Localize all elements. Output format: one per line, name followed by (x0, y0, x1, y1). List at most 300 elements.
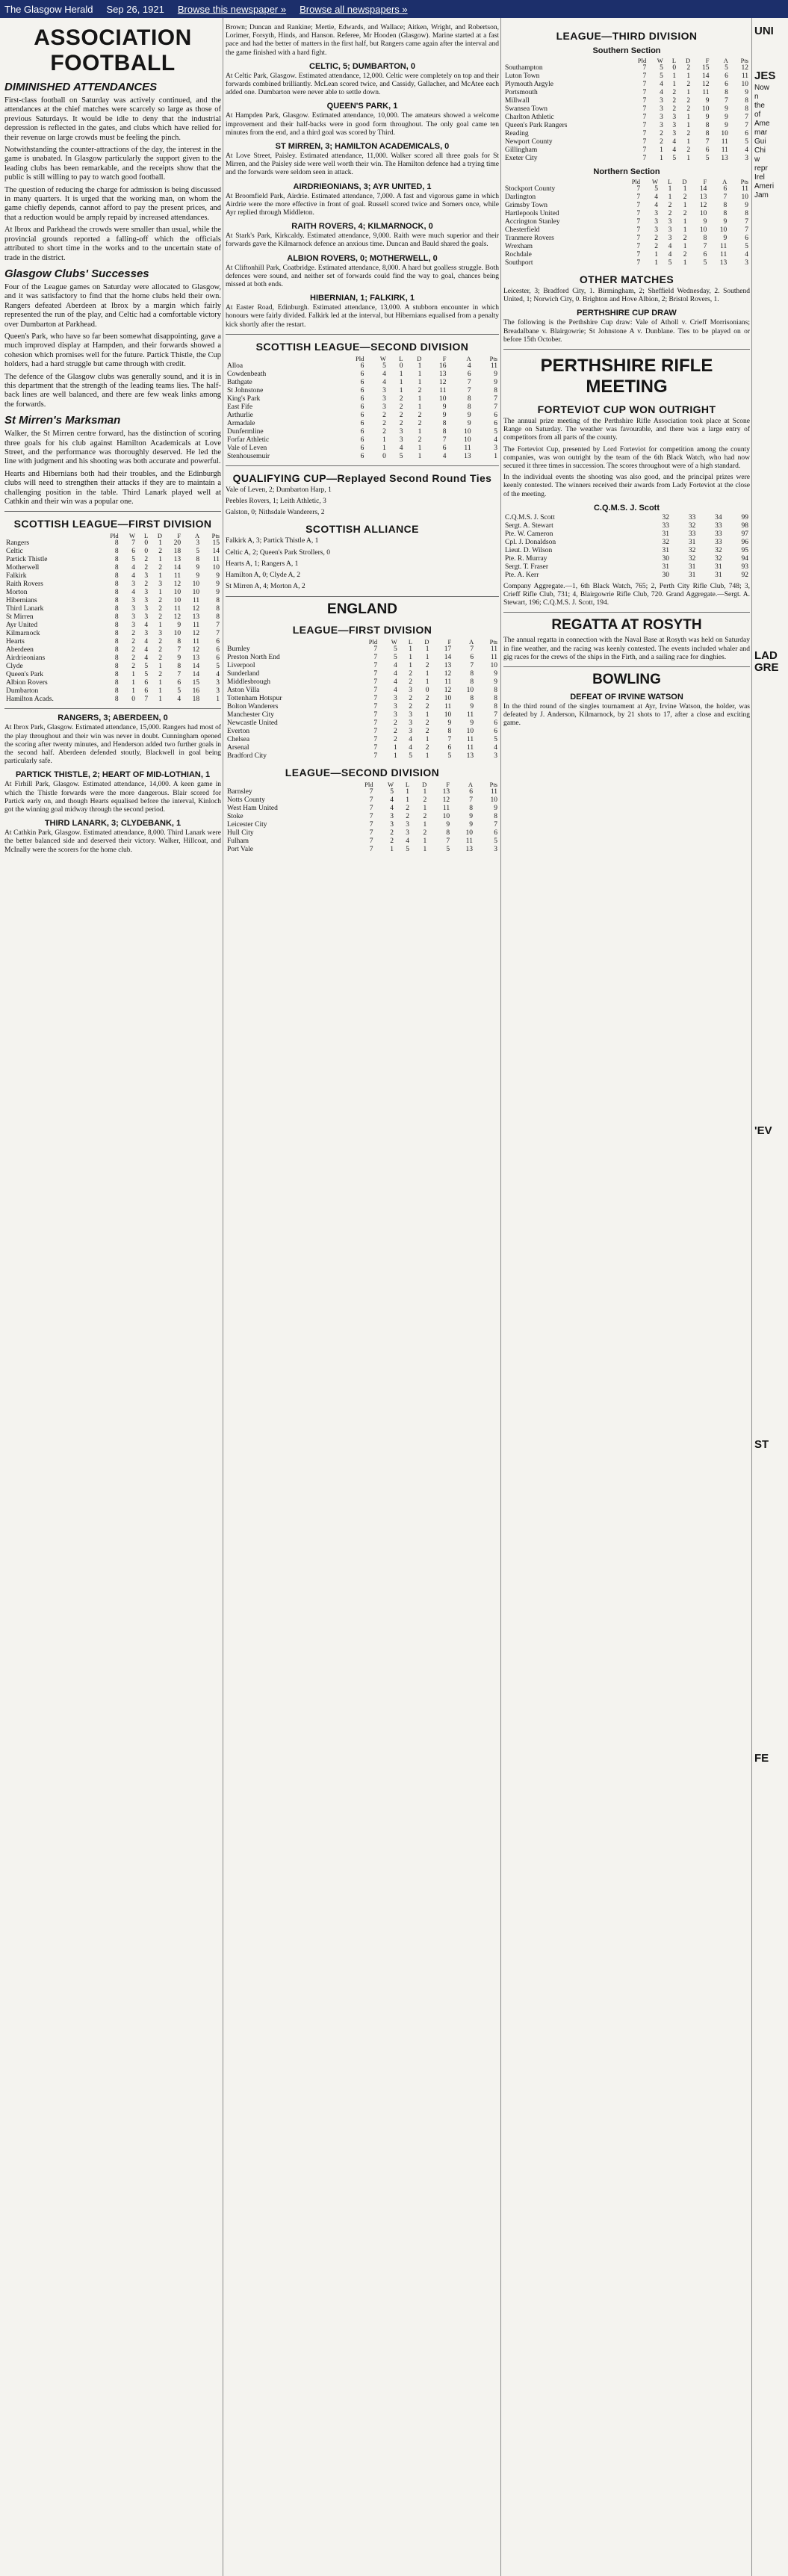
table-cell: 7 (470, 645, 474, 653)
table-row (226, 796, 499, 805)
table-row (226, 788, 499, 796)
table-cell: 13 (464, 452, 471, 460)
table-cell: 2 (423, 796, 427, 804)
table-cell: 32 (662, 538, 669, 546)
table-cell: Chesterfield (505, 226, 540, 234)
table-cell: 7 (373, 702, 378, 710)
match-report: At Easter Road, Edinburgh. Estimated attendance, 13,000. A stubborn encounter in which honours were fairly divided. Falkirk led at the interval, but Hibernians equalised from a penalty kick shortly after the restart. (226, 304, 499, 329)
table-cell: 9 (725, 105, 728, 113)
table-cell: 98 (741, 521, 748, 530)
column-header: A (722, 178, 727, 185)
table-cell: 2 (158, 597, 162, 605)
table-cell: 10 (464, 436, 471, 444)
table-cell: 1 (683, 243, 687, 250)
column-header: W (657, 57, 663, 64)
table-cell: 10 (173, 630, 182, 638)
table-cell: 8 (745, 210, 748, 217)
table-cell: 3 (668, 235, 672, 242)
table-cell: 0 (425, 686, 429, 694)
column-header (503, 178, 619, 185)
table-cell: 9 (725, 114, 728, 121)
league-table (503, 178, 750, 267)
table-cell: 2 (418, 411, 422, 419)
table-cell: 6 (494, 411, 497, 419)
table-cell: 8 (494, 694, 497, 702)
table-cell: 4 (393, 661, 397, 669)
table-cell: 13 (192, 654, 200, 663)
table-cell: 10 (466, 686, 474, 694)
table-cell: 6 (442, 444, 447, 452)
table-cell: 2 (654, 235, 659, 242)
table-cell: 13 (442, 787, 450, 796)
column-header: W (391, 637, 397, 645)
column-header: F (703, 178, 707, 185)
table-cell: 94 (741, 554, 748, 563)
table-cell: 7 (373, 653, 378, 661)
subheading: DEFEAT OF IRVINE WATSON (570, 693, 683, 702)
table-row (503, 563, 750, 572)
table-cell: 3 (393, 702, 397, 710)
section-heading: ENGLAND (327, 601, 397, 617)
table-cell: 7 (642, 64, 647, 72)
table-header-row (503, 57, 750, 64)
table-cell: 1 (683, 202, 687, 209)
scores-heading: C.Q.M.S. J. Scott (593, 503, 660, 513)
table-row (503, 64, 750, 72)
table-cell: 1 (158, 556, 162, 564)
table-cell: 13 (699, 193, 707, 201)
table-cell: 3 (654, 226, 659, 234)
table-cell: 32 (715, 546, 722, 554)
table-cell: 10 (442, 812, 450, 820)
cropped-fragment: FE (754, 1752, 769, 1765)
table-row (4, 605, 221, 613)
table-cell: 11 (173, 605, 182, 613)
table-cell: 2 (158, 654, 162, 663)
table-cell: Millwall (505, 97, 530, 105)
table-cell: 1 (158, 622, 162, 630)
table-cell: 92 (741, 571, 748, 579)
table-cell: 9 (467, 411, 471, 419)
result-line: Vale of Leven, 2; Dumbarton Harp, 1 (226, 486, 332, 494)
table-cell: 7 (705, 138, 710, 146)
table-cell: 4 (393, 686, 397, 694)
table-cell: 1 (382, 436, 386, 444)
article-paragraph: In the individual events the shooting was also good, and the principal prizes were keenly contested. The winners received their awards from Lady Forteviot at the close of the meeting. (503, 474, 750, 498)
table-cell: 7 (177, 671, 182, 679)
table-cell: 8 (114, 654, 119, 663)
table-cell: 1 (409, 653, 413, 661)
table-cell: 1 (418, 394, 422, 403)
table-cell: 3 (660, 97, 663, 105)
table-cell: 9 (705, 97, 710, 105)
table-row (226, 837, 499, 846)
table-row (4, 696, 221, 704)
table-cell: 2 (399, 411, 403, 419)
table-cell: 33 (715, 538, 722, 546)
divider (503, 612, 750, 613)
table-row (503, 138, 750, 146)
table-cell: Barnsley (227, 787, 252, 796)
table-cell: 8 (705, 130, 710, 137)
table-cell: Stockport County (505, 185, 556, 193)
table-row (226, 654, 499, 662)
table-cell: 9 (467, 419, 471, 427)
table-cell: 31 (688, 571, 696, 579)
table-cell: 10 (719, 226, 727, 234)
table-cell: 2 (158, 548, 162, 556)
table-cell: 7 (467, 378, 471, 386)
table-cell: Wrexham (505, 243, 533, 250)
table-cell: 2 (390, 837, 394, 845)
table-cell: 31 (662, 563, 669, 571)
table-cell: 3 (144, 630, 149, 638)
table-cell: 2 (382, 411, 386, 419)
table-row (4, 539, 221, 548)
table-cell: 7 (369, 837, 373, 845)
table-row (4, 572, 221, 580)
table-cell: Newport County (505, 138, 553, 146)
table-row (4, 548, 221, 556)
table-cell: 10 (465, 829, 473, 837)
article-paragraph: Brown; Duncan and Rankine; Mertie, Edwards, and Wallace; Aitken, Wright, and Robertson, Lorimer, Forsyth, Hinds, and Hanson. Referee, Mr Hooden (Glasgow). Marine started at a fast pace and had the better of matters in the first half, but Rangers came again after the interval and the game finished with a hard fight. (226, 24, 499, 57)
table-cell: 12 (699, 202, 707, 209)
table-cell: 3 (382, 403, 386, 411)
table-cell: 3 (654, 210, 659, 217)
table-cell: Stoke (227, 812, 243, 820)
table-cell: 8 (494, 386, 497, 394)
table-cell: 1 (158, 539, 162, 548)
table-cell: 5 (654, 185, 659, 193)
cropped-fragment: repr (754, 164, 768, 173)
column-header (226, 781, 348, 788)
column-header: Pts (489, 354, 497, 362)
table-cell: 12 (442, 796, 450, 804)
table-cell: Fulham (227, 837, 249, 845)
table-cell: 17 (444, 645, 452, 653)
table-cell: 6 (360, 436, 364, 444)
table-row (226, 403, 499, 412)
table-cell: 11 (490, 653, 497, 661)
table-cell: 3 (382, 394, 386, 403)
subheading: Glasgow Clubs' Successes (4, 267, 149, 280)
table-cell: 11 (466, 710, 474, 719)
table-row (503, 105, 750, 114)
table-cell: 4 (745, 251, 748, 258)
table-cell: 33 (715, 530, 722, 538)
table-cell: 7 (636, 210, 641, 217)
table-cell: 2 (158, 646, 162, 654)
table-cell: 7 (745, 122, 748, 129)
cropped-fragment: 'EV (754, 1124, 772, 1137)
table-cell: 1 (668, 185, 672, 193)
article-paragraph: First-class football on Saturday was actively continued, and the attendances at the chief matches were scarcely so large as those of previous Saturdays. It would be idle to deny that the industrial depression is reflected in the gates, and clubs which have relied for their revenue on large crowds must be feeling the pinch. (4, 96, 221, 142)
table-row (226, 362, 499, 371)
table-cell: 5 (660, 64, 663, 72)
table-cell: 7 (447, 735, 452, 743)
table-cell: 8 (467, 394, 471, 403)
table-cell: 31 (715, 563, 722, 571)
table-cell: 0 (382, 452, 386, 460)
table-cell: 9 (470, 702, 474, 710)
table-cell: 14 (699, 185, 707, 193)
table-cell: 9 (745, 202, 748, 209)
cropped-fragment: n (754, 93, 759, 101)
table-cell: 10 (699, 226, 707, 234)
article-paragraph: The annual prize meeting of the Perthshire Rifle Association took place at Scone Range on Saturday. The weather was favourable, and there was a large entry of competitors from all parts of the county. (503, 418, 750, 442)
table-cell: 2 (144, 556, 149, 564)
divider (226, 596, 499, 597)
table-cell: 2 (686, 64, 691, 72)
table-cell: 3 (406, 829, 410, 837)
table-cell: 4 (494, 743, 497, 752)
table-row (4, 654, 221, 663)
table-cell: 20 (173, 539, 182, 548)
table-cell: 95 (741, 546, 748, 554)
table-cell: 7 (725, 97, 728, 105)
table-row (503, 72, 750, 81)
table-cell: 4 (668, 251, 672, 258)
table-cell: 3 (672, 122, 677, 129)
section-masthead: ASSOCIATION FOOTBALL (34, 25, 192, 75)
table-cell: 7 (642, 155, 647, 162)
table-cell: 1 (399, 370, 403, 378)
table-cell: 1 (418, 362, 422, 370)
column-header: A (466, 354, 471, 362)
table-cell: 2 (425, 727, 429, 735)
table-cell: 7 (373, 686, 378, 694)
table-cell: 3 (390, 820, 394, 829)
table-cell: 7 (216, 630, 220, 638)
table-cell: 6 (144, 679, 149, 687)
cropped-fragment: Now (754, 84, 770, 92)
table-cell: 5 (409, 752, 413, 760)
column-header: L (399, 354, 403, 362)
table-row (226, 805, 499, 813)
table-cell: 8 (705, 122, 710, 129)
table-cell: 14 (192, 671, 200, 679)
table-cell: 18 (192, 696, 200, 704)
table-row (4, 630, 221, 638)
match-report: At Ibrox Park, Glasgow. Estimated attendance, 15,000. Rangers had most of the play throughout and their win was never in doubt. Cunningham opened the scoring after twenty minutes, and Henderson added two further goals in the second half. Aberdeen defended stoutly, Blackwell in goal being particularly safe. (4, 724, 221, 766)
table-cell: 7 (636, 226, 641, 234)
newspaper-page[interactable] (0, 18, 788, 2576)
table-cell: Port Vale (227, 845, 253, 853)
table-cell: 2 (683, 210, 687, 217)
table-cell: 9 (469, 820, 473, 829)
table-cell: 1 (425, 645, 429, 653)
table-cell: 10 (173, 597, 182, 605)
table-cell: 9 (494, 378, 497, 386)
table-cell: 1 (423, 845, 427, 853)
table-cell: 4 (467, 362, 471, 370)
table-cell: 9 (177, 622, 182, 630)
table-cell: 31 (715, 571, 722, 579)
table-cell: 6 (745, 235, 748, 242)
table-cell: 7 (369, 804, 373, 812)
table-cell: 1 (418, 403, 422, 411)
table-cell: 7 (636, 202, 641, 209)
table-cell: Vale of Leven (227, 444, 267, 452)
table-cell: Darlington (505, 193, 536, 201)
table-cell: 2 (131, 646, 136, 654)
table-cell: Preston North End (227, 653, 280, 661)
result-line: Falkirk A, 3; Partick Thistle A, 1 (226, 537, 319, 545)
article-paragraph: In the third round of the singles tournament at Ayr, Irvine Watson, the holder, was defeated by J. Anderson, Kilmarnock, by 21 shots to 17, after a close and exciting game. (503, 703, 750, 728)
table-cell: 13 (466, 752, 474, 760)
table-row (226, 829, 499, 837)
column-header: D (157, 532, 162, 540)
table-cell: 1 (131, 679, 136, 687)
table-cell: 6 (705, 146, 710, 154)
table-row (226, 445, 499, 453)
table-row (503, 235, 750, 243)
table-cell: 12 (192, 646, 200, 654)
table-cell: 32 (688, 521, 696, 530)
table-cell: 6 (447, 743, 452, 752)
table-cell: 6 (360, 419, 364, 427)
table-row (4, 687, 221, 696)
league-table (4, 532, 221, 704)
table-cell: 4 (390, 796, 394, 804)
table-cell: Airdrieonians (6, 654, 46, 663)
table-row (226, 728, 499, 736)
table-cell: 4 (409, 743, 413, 752)
table-cell: 7 (642, 146, 647, 154)
table-cell: 9 (723, 235, 727, 242)
table-cell: 1 (393, 743, 397, 752)
table-cell: 8 (723, 210, 727, 217)
browse-all-link[interactable]: Browse all newspapers » (300, 3, 408, 15)
column-header: A (723, 57, 728, 64)
table-cell: 1 (423, 804, 427, 812)
table-row (503, 89, 750, 97)
subheading: DIMINISHED ATTENDANCES (4, 81, 158, 93)
table-cell: 9 (442, 403, 447, 411)
table-cell: 3 (409, 727, 413, 735)
table-cell: 7 (494, 710, 497, 719)
table-row (4, 556, 221, 564)
browse-issue-link[interactable]: Browse this newspaper » (177, 3, 287, 15)
table-cell: 4 (131, 589, 136, 597)
table-cell: 1 (654, 251, 659, 258)
table-cell: 7 (373, 735, 378, 743)
table-cell: 4 (654, 193, 659, 201)
table-row (4, 646, 221, 654)
table-row (226, 703, 499, 711)
table-cell: 3 (131, 613, 136, 622)
table-cell: 7 (469, 796, 473, 804)
table-cell: 12 (741, 64, 748, 72)
table-cell: 97 (741, 530, 748, 538)
table-cell: 2 (654, 243, 659, 250)
table-cell: 1 (158, 572, 162, 580)
table-cell: 32 (688, 546, 696, 554)
column-header: F (447, 637, 452, 645)
table-cell: Chelsea (227, 735, 250, 743)
table-cell: 3 (745, 155, 748, 162)
table-cell: 7 (642, 81, 647, 88)
match-heading: THIRD LANARK, 3; CLYDEBANK, 1 (44, 819, 182, 829)
table-cell: 8 (216, 605, 220, 613)
column-4-cropped (754, 24, 788, 2572)
table-cell: 7 (373, 694, 378, 702)
table-cell: 4 (144, 638, 149, 646)
table-cell: 0 (399, 362, 403, 370)
table-cell: 11 (702, 89, 710, 96)
league-table (226, 355, 499, 461)
column-header (4, 532, 99, 539)
table-cell: 8 (177, 638, 182, 646)
table-cell: 3 (393, 710, 397, 719)
table-cell: 9 (494, 678, 497, 686)
table-cell: Plymouth Argyle (505, 81, 554, 88)
column-rule (751, 18, 752, 2576)
column-header: Pld (364, 780, 373, 788)
table-row (503, 155, 750, 163)
table-cell: Liverpool (227, 661, 255, 669)
table-row (226, 719, 499, 728)
column-header: D (686, 57, 691, 64)
table-cell: 8 (114, 572, 119, 580)
table-cell: Grimsby Town (505, 202, 547, 209)
table-cell: 10 (438, 394, 447, 403)
table-cell: 10 (490, 661, 497, 669)
table-row (503, 130, 750, 138)
table-cell: 3 (654, 218, 659, 226)
table-cell: 8 (196, 556, 200, 564)
table-cell: 13 (719, 259, 727, 267)
table-cell: 1 (158, 663, 162, 671)
table-cell: 9 (494, 804, 497, 812)
match-heading: RAITH ROVERS, 4; KILMARNOCK, 0 (291, 222, 433, 232)
table-cell: 7 (446, 837, 450, 845)
table-cell: 7 (745, 114, 748, 121)
table-cell: Lieut. D. Wilson (505, 546, 553, 554)
table-cell: 3 (668, 226, 672, 234)
article-paragraph: Company Aggregate.—1, 6th Black Watch, 765; 2, Perth City Rifle Club, 748; 3, Crieff Rifle Club, 731; 4, Blairgowrie Rifle Club, 720. Grand Aggregate.—Sergt. A. Stewart, 196; C.Q.M.S. J. Scott, 194. (503, 582, 750, 607)
table-cell: 4 (409, 735, 413, 743)
table-cell: 1 (672, 81, 677, 88)
table-cell: Rangers (6, 539, 30, 548)
table-cell: 9 (196, 572, 200, 580)
table-cell: 2 (672, 97, 677, 105)
table-cell: 3 (672, 130, 677, 137)
table-subtitle: Northern Section (593, 167, 660, 176)
table-cell: 6 (360, 444, 364, 452)
table-cell: Dumbarton (6, 687, 39, 696)
table-cell: Raith Rovers (6, 580, 43, 589)
table-cell: 8 (114, 622, 119, 630)
table-cell: 31 (688, 563, 696, 571)
table-cell: 7 (373, 678, 378, 686)
table-cell: 1 (158, 687, 162, 696)
table-row (226, 371, 499, 379)
table-cell: 7 (373, 743, 378, 752)
table-cell: 7 (636, 251, 641, 258)
section-heading: BOWLING (592, 672, 661, 688)
table-cell: 6 (494, 829, 497, 837)
table-cell: 4 (406, 837, 410, 845)
table-cell: 2 (158, 613, 162, 622)
table-cell: 5 (399, 452, 403, 460)
table-cell: 2 (393, 735, 397, 743)
table-title: LEAGUE—SECOND DIVISION (285, 766, 440, 778)
table-cell: 3 (399, 436, 403, 444)
table-cell: 2 (425, 719, 429, 727)
article-paragraph: Four of the League games on Saturday were allocated to Glasgow, and it was satisfactory to find that the home clubs held their own. Rangers defeated Aberdeen at Ibrox by a margin which fairly represented the run of the play, and Celtic had a comfortable victory over Dumbarton at Parkhead. (4, 282, 221, 329)
table-cell: 8 (725, 89, 728, 96)
